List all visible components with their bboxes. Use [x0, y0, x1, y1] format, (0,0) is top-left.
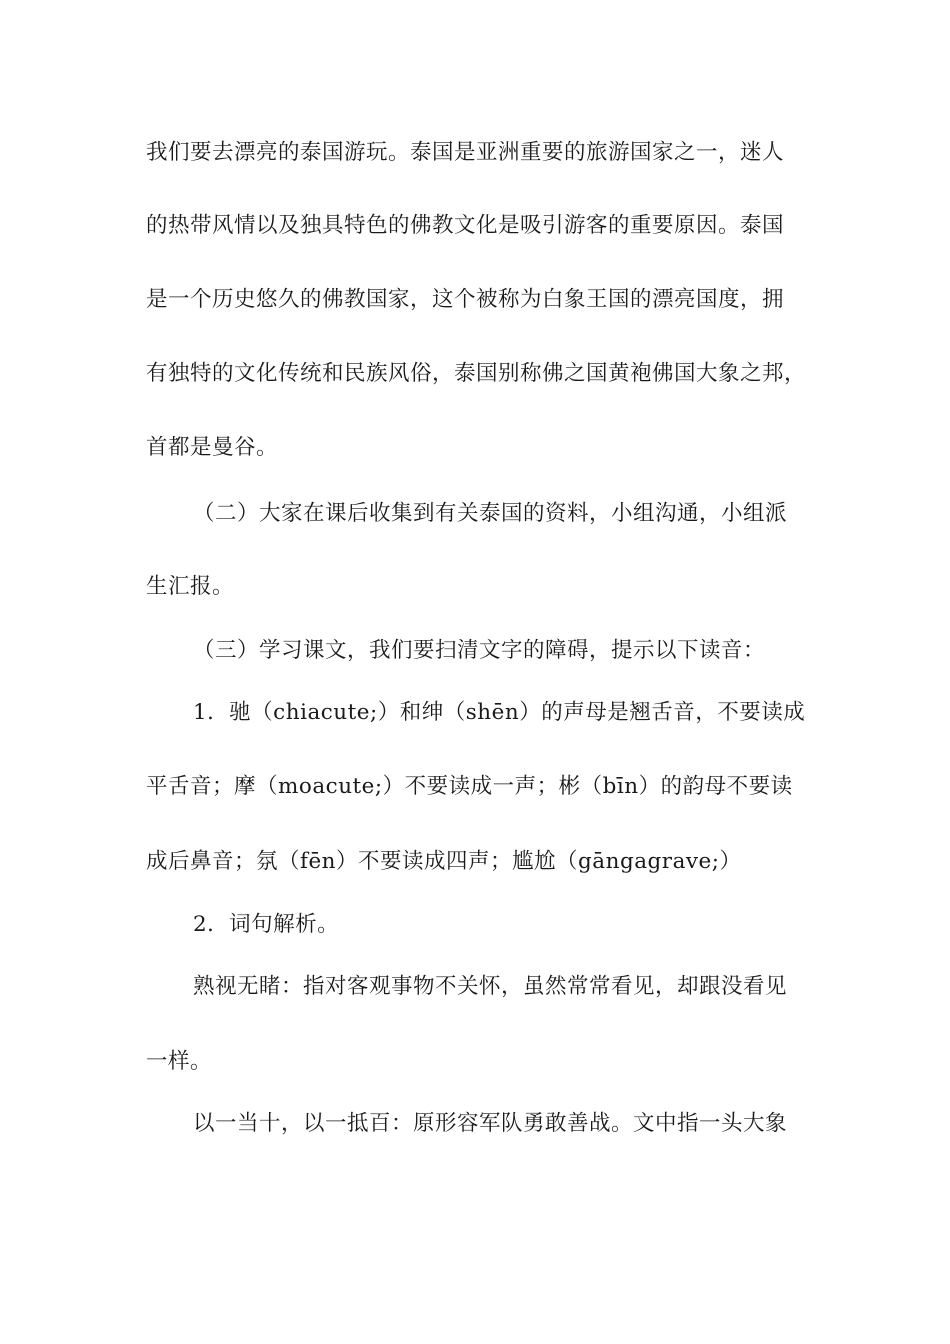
paragraph-line: （三）学习课文，我们要扫清文字的障碍，提示以下读音：	[193, 638, 766, 663]
paragraph-line: 我们要去漂亮的泰国游玩。泰国是亚洲重要的旅游国家之一，迷人	[146, 140, 785, 165]
paragraph-line: 成后鼻音；氛（fēn）不要读成四声；尴尬（gāngagrave;）	[146, 849, 742, 874]
paragraph-line: 生汇报。	[146, 574, 235, 599]
paragraph-line: 以一当十，以一抵百：原形容军队勇敢善战。文中指一头大象	[193, 1111, 788, 1136]
paragraph-line: 有独特的文化传统和民族风俗，泰国别称佛之国黄袍佛国大象之邦，	[146, 361, 807, 386]
paragraph-line: 1．驰（chiacute;）和绅（shēn）的声母是翘舌音，不要读成	[193, 700, 806, 725]
paragraph-line: 熟视无睹：指对客观事物不关怀，虽然常常看见，却跟没看见	[193, 974, 788, 999]
paragraph-line: （二）大家在课后收集到有关泰国的资料，小组沟通，小组派	[193, 501, 788, 526]
paragraph-line: 的热带风情以及独具特色的佛教文化是吸引游客的重要原因。泰国	[146, 213, 785, 238]
paragraph-line: 平舌音；摩（moacute;）不要读成一声；彬（bīn）的韵母不要读	[146, 774, 793, 799]
paragraph-line: 一样。	[146, 1049, 213, 1074]
paragraph-line: 2．词句解析。	[193, 912, 340, 937]
paragraph-line: 首都是曼谷。	[146, 435, 279, 460]
paragraph-line: 是一个历史悠久的佛教国家，这个被称为白象王国的漂亮国度，拥	[146, 287, 785, 312]
